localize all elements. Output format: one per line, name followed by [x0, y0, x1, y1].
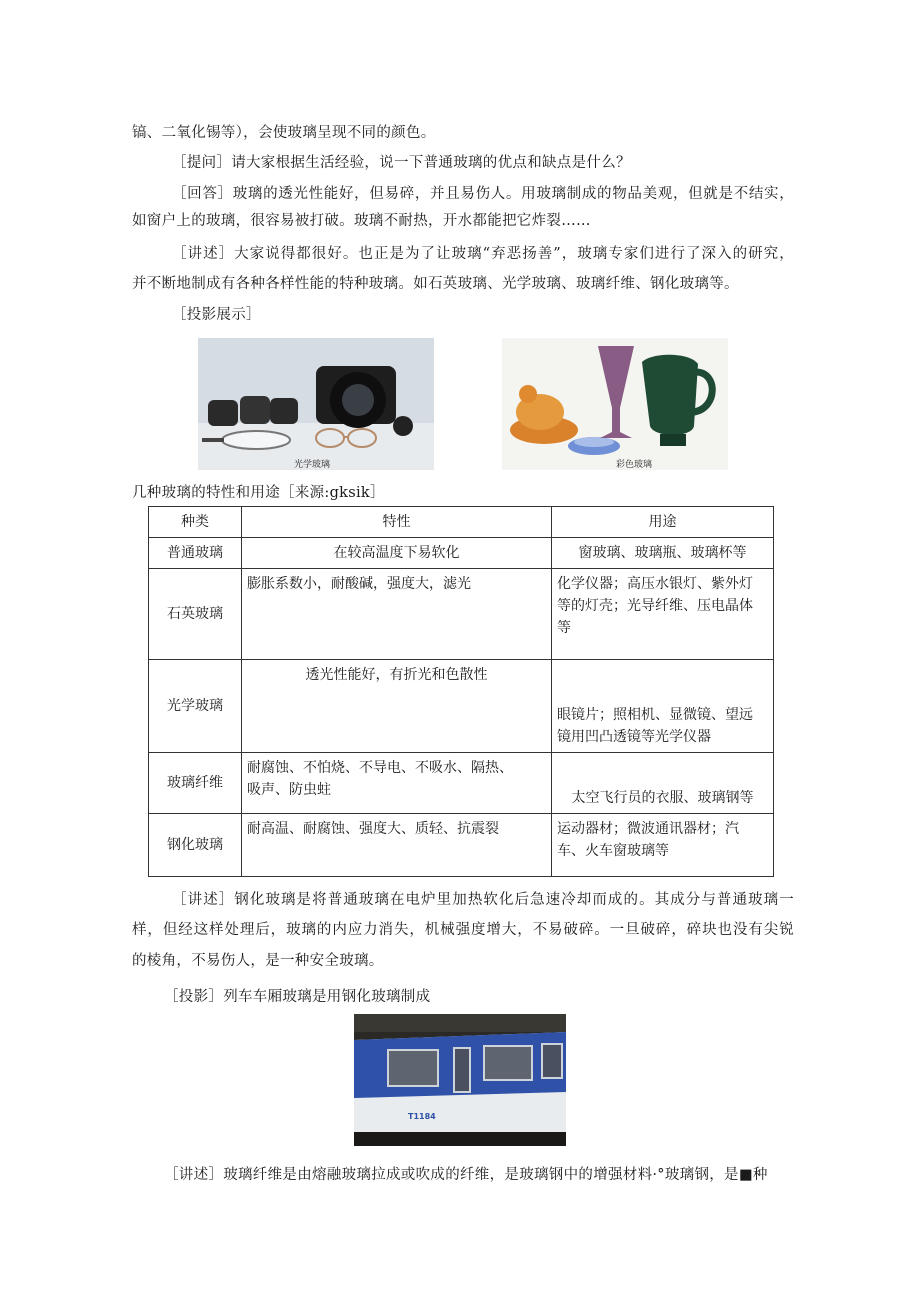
table-title: 几种玻璃的特性和用途［来源:gksik］ — [132, 485, 385, 501]
header-cell: 特性 — [242, 507, 552, 538]
uses-line: 车、火车窗玻璃等 — [557, 843, 669, 859]
train-number-label: T1184 — [408, 1112, 436, 1121]
narration-line: 并不断地制成有各种各样性能的特种玻璃。如石英玻璃、光学玻璃、玻璃纤维、钢化玻璃等。 — [132, 276, 739, 292]
uses-line: 镜用凹凸透镜等光学仪器 — [557, 729, 711, 745]
projection-line: ［投影］列车车厢玻璃是用钢化玻璃制成 — [164, 989, 431, 1005]
colored-glass-illustration — [502, 338, 728, 470]
train-carriage-photo — [354, 1014, 566, 1146]
uses-line: 眼镜片；照相机、显微镜、望远 — [557, 707, 753, 723]
uses-cell: 太空飞行员的衣服、玻璃钢等 — [552, 753, 774, 814]
glass-type-cell: 玻璃纤维 — [149, 753, 242, 814]
header-cell: 用途 — [552, 507, 774, 538]
narration-line: ［讲述］钢化玻璃是将普通玻璃在电炉里加热软化后急速冷却而成的。其成分与普通玻璃一 — [172, 892, 794, 908]
narration-line: ［讲述］玻璃纤维是由熔融玻璃拉成或吹成的纤维，是玻璃钢中的增强材料·°玻璃钢，是■种 — [164, 1167, 768, 1183]
glass-type-cell: 普通玻璃 — [149, 538, 242, 569]
colored-glass-caption: 彩色玻璃 — [616, 460, 653, 470]
uses-line: 等 — [557, 620, 571, 636]
colored-glass-photo — [502, 338, 728, 470]
narration-line: 的棱角，不易伤人，是一种安全玻璃。 — [132, 953, 384, 969]
table-row — [149, 538, 774, 569]
header-cell: 种类 — [149, 507, 242, 538]
optical-glass-illustration — [198, 338, 434, 470]
optical-glass-photo — [198, 338, 434, 470]
answer-line: 如窗户上的玻璃，很容易被打破。玻璃不耐热，开水都能把它炸裂…… — [132, 213, 591, 229]
uses-line: 等的灯壳；光导纤维、压电晶体 — [557, 598, 753, 614]
glass-type-cell: 石英玻璃 — [149, 569, 242, 660]
property-cell: 膨胀系数小，耐酸碱，强度大，滤光 — [242, 569, 552, 660]
paragraph-line: 镐、二氧化锡等），会使玻璃呈现不同的颜色。 — [132, 125, 436, 141]
property-line: 吸声、防虫蛀 — [247, 782, 331, 798]
answer-line: ［回答］玻璃的透光性能好，但易碎，并且易伤人。用玻璃制成的物品美观，但就是不结实， — [172, 186, 794, 202]
optical-glass-caption: 光学玻璃 — [294, 460, 331, 470]
glass-properties-table — [148, 506, 774, 877]
property-cell: 透光性能好，有折光和色散性 — [242, 660, 552, 753]
narration-line: 样，但经这样处理后，玻璃的内应力消失，机械强度增大，不易破碎。一旦破碎，碎块也没有尖锐 — [132, 922, 794, 938]
uses-line: 运动器材；微波通讯器材；汽 — [557, 821, 739, 837]
property-line: 耐腐蚀、不怕烧、不导电、不吸水、隔热、 — [247, 760, 513, 776]
uses-cell — [552, 569, 774, 660]
uses-cell — [552, 814, 774, 877]
property-cell — [242, 753, 552, 814]
property-cell: 耐高温、耐腐蚀、强度大、质轻、抗震裂 — [242, 814, 552, 877]
table-row — [149, 753, 774, 814]
property-cell: 在较高温度下易软化 — [242, 538, 552, 569]
table-row — [149, 814, 774, 877]
glass-type-cell: 钢化玻璃 — [149, 814, 242, 877]
uses-line: 化学仪器；高压水银灯、紫外灯 — [557, 576, 753, 592]
train-illustration — [354, 1014, 566, 1146]
table-row — [149, 660, 774, 753]
glass-type-cell: 光学玻璃 — [149, 660, 242, 753]
narration-line: ［讲述］大家说得都很好。也正是为了让玻璃“弃恶扬善”，玻璃专家们进行了深入的研究， — [172, 246, 794, 262]
projection-heading: ［投影展示］ — [172, 307, 261, 323]
question-line: ［提问］请大家根据生活经验，说一下普通玻璃的优点和缺点是什么？ — [172, 155, 631, 171]
uses-cell: 窗玻璃、玻璃瓶、玻璃杯等 — [552, 538, 774, 569]
table-row — [149, 569, 774, 660]
uses-cell — [552, 660, 774, 753]
table-header-row — [149, 507, 774, 538]
